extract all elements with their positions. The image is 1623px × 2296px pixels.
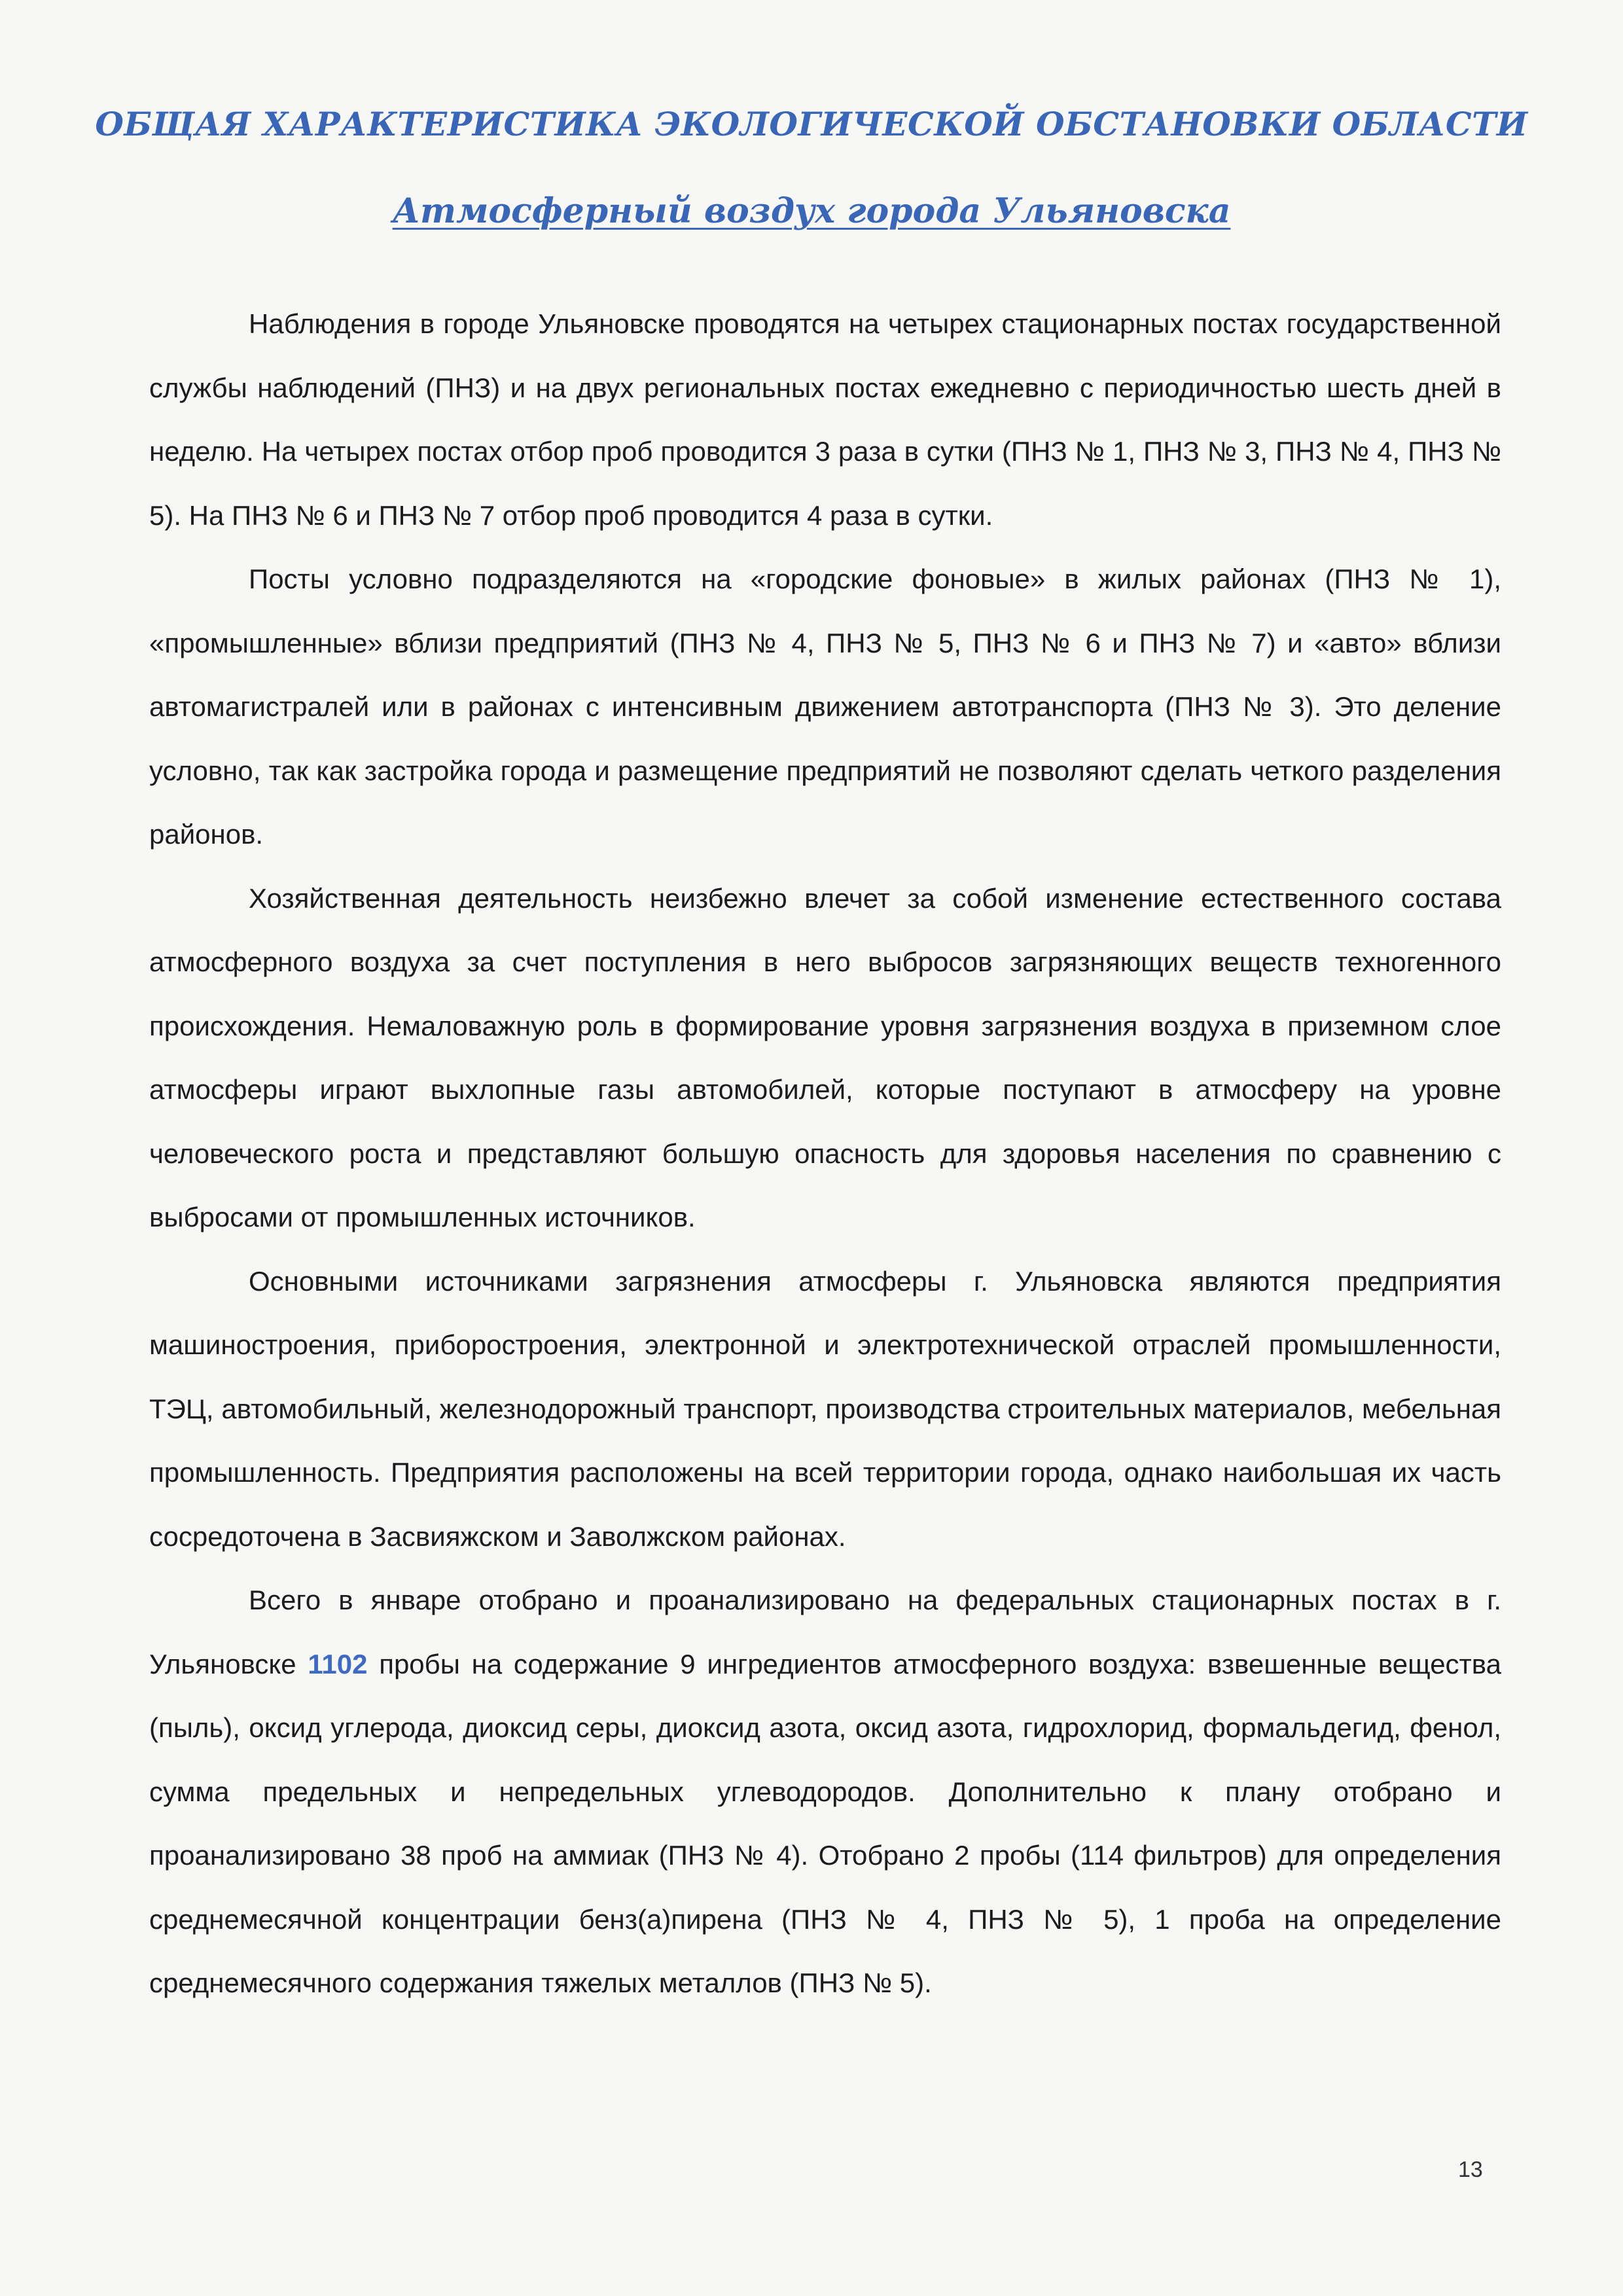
body-text: [149, 292, 1501, 2015]
page-title: ОБЩАЯ ХАРАКТЕРИСТИКА ЭКОЛОГИЧЕСКОЙ ОБСТАНОВКИ ОБЛАСТИ: [95, 105, 1528, 143]
paragraph-observations: Наблюдения в городе Ульяновске проводятся на четырех стационарных постах государственной службы наблюдений (ПНЗ) и на двух региональных постах ежедневно с периодичностью шесть дней в неделю. На четырех постах отбор проб проводится 3 раза в сутки (ПНЗ № 1, ПНЗ № 3, ПНЗ № 4, ПНЗ № 5). На ПНЗ № 6 и ПНЗ № 7 отбор проб проводится 4 раза в сутки.: [149, 308, 1501, 531]
paragraph-post-types: Посты условно подразделяются на «городские фоновые» в жилых районах (ПНЗ № 1), «промышленные» вблизи предприятий (ПНЗ № 4, ПНЗ № 5, ПНЗ № 6 и ПНЗ № 7) и «авто» вблизи автомагистралей или в районах с интенсивным движением автотранспорта (ПНЗ № 3). Это деление условно, так как застройка города и размещение предприятий не позволяют сделать четкого разделения районов.: [149, 564, 1501, 850]
sample-count: 1102: [308, 1648, 368, 1679]
paragraph-sampling-summary: [149, 1568, 1501, 2015]
paragraph-economic-activity: Хозяйственная деятельность неизбежно влечет за собой изменение естественного состава атмосферного воздуха за счет поступления в него выбросов загрязняющих веществ техногенного происхождения. Немаловажную роль в формирование уровня загрязнения воздуха в приземном слое атмосферы играют выхлопные газы автомобилей, которые поступают в атмосферу на уровне человеческого роста и представляют большую опасность для здоровья населения по сравнению с выбросами от промышленных источников.: [149, 882, 1501, 1232]
section-subtitle: Атмосферный воздух города Ульяновска: [392, 191, 1231, 231]
sampling-text-before: Всего в январе отобрано и проанализировано на федеральных стационарных постах в г. Ульяновске: [149, 1585, 1501, 1679]
page-number: 13: [1458, 2157, 1483, 2182]
sampling-text-after: пробы на содержание 9 ингредиентов атмосферного воздуха: взвешенные вещества (пыль), оксид углерода, диоксид серы, диоксид азота, оксид азота, гидрохлорид, формальдегид, фенол, сумма предельных и непредельных углеводородов. Дополнительно к плану отобрано и проанализировано 38 проб на аммиак (ПНЗ № 4). Отобрано 2 пробы (114 фильтров) для определения среднемесячной концентрации бенз(а)пирена (ПНЗ № 4, ПНЗ № 5), 1 проба на определение среднемесячного содержания тяжелых металлов (ПНЗ № 5).: [149, 1648, 1501, 1998]
paragraph-pollution-sources: Основными источниками загрязнения атмосферы г. Ульяновска являются предприятия машиностроения, приборостроения, электронной и электротехнической отраслей промышленности, ТЭЦ, автомобильный, железнодорожный транспорт, производства строительных материалов, мебельная промышленность. Предприятия расположены на всей территории города, однако наибольшая их часть сосредоточена в Засвияжском и Заволжском районах.: [149, 1265, 1501, 1552]
